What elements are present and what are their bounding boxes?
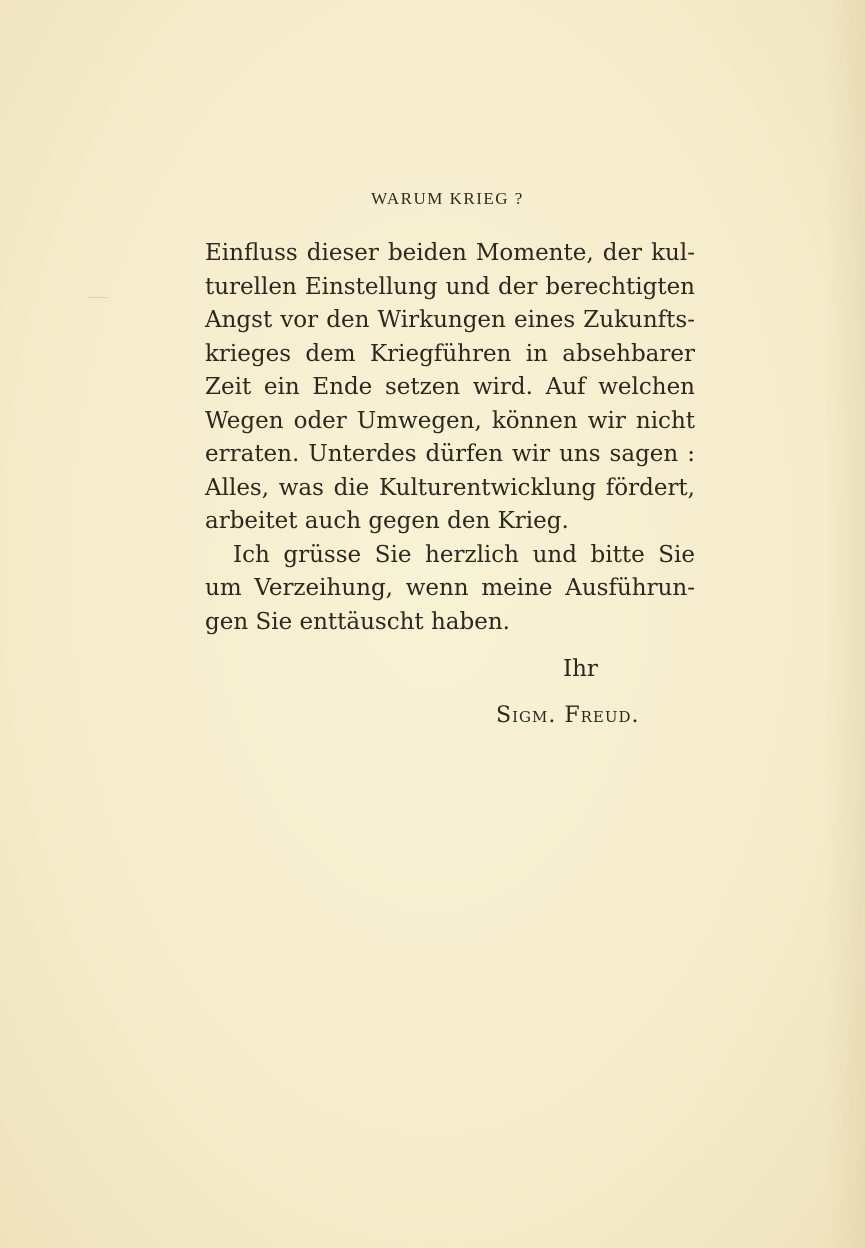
paragraph-line: arbeitet auch gegen den Krieg. <box>205 508 569 534</box>
signature: Sigm. Freud. <box>496 703 640 728</box>
closing-salutation: Ihr <box>563 656 598 682</box>
paragraph-line: Alles, was die Kulturentwicklung fördert, <box>205 474 695 501</box>
paper-mark <box>88 297 108 298</box>
paragraph-line: Ich grüsse Sie herzlich und bitte Sie <box>233 541 695 568</box>
page-edge-shadow <box>825 0 865 1248</box>
paragraph-line: krieges dem Kriegführen in absehbarer <box>205 340 695 367</box>
paragraph-line: Angst vor den Wirkungen eines Zukunfts- <box>205 307 695 333</box>
body-text <box>205 237 695 639</box>
running-title: WARUM KRIEG ? <box>371 189 524 208</box>
paragraph-line: Zeit ein Ende setzen wird. Auf welchen <box>205 374 695 400</box>
paragraph-line: Wegen oder Umwegen, können wir nicht <box>205 407 695 434</box>
paragraph-line: erraten. Unterdes dürfen wir uns sagen : <box>205 441 695 467</box>
paragraph-line: Einfluss dieser beiden Momente, der kul- <box>205 240 695 266</box>
paragraph-line: um Verzeihung, wenn meine Ausführun- <box>205 575 695 601</box>
paragraph-line: turellen Einstellung und der berechtigten <box>205 273 695 300</box>
paragraph-line: gen Sie enttäuscht haben. <box>205 608 510 635</box>
